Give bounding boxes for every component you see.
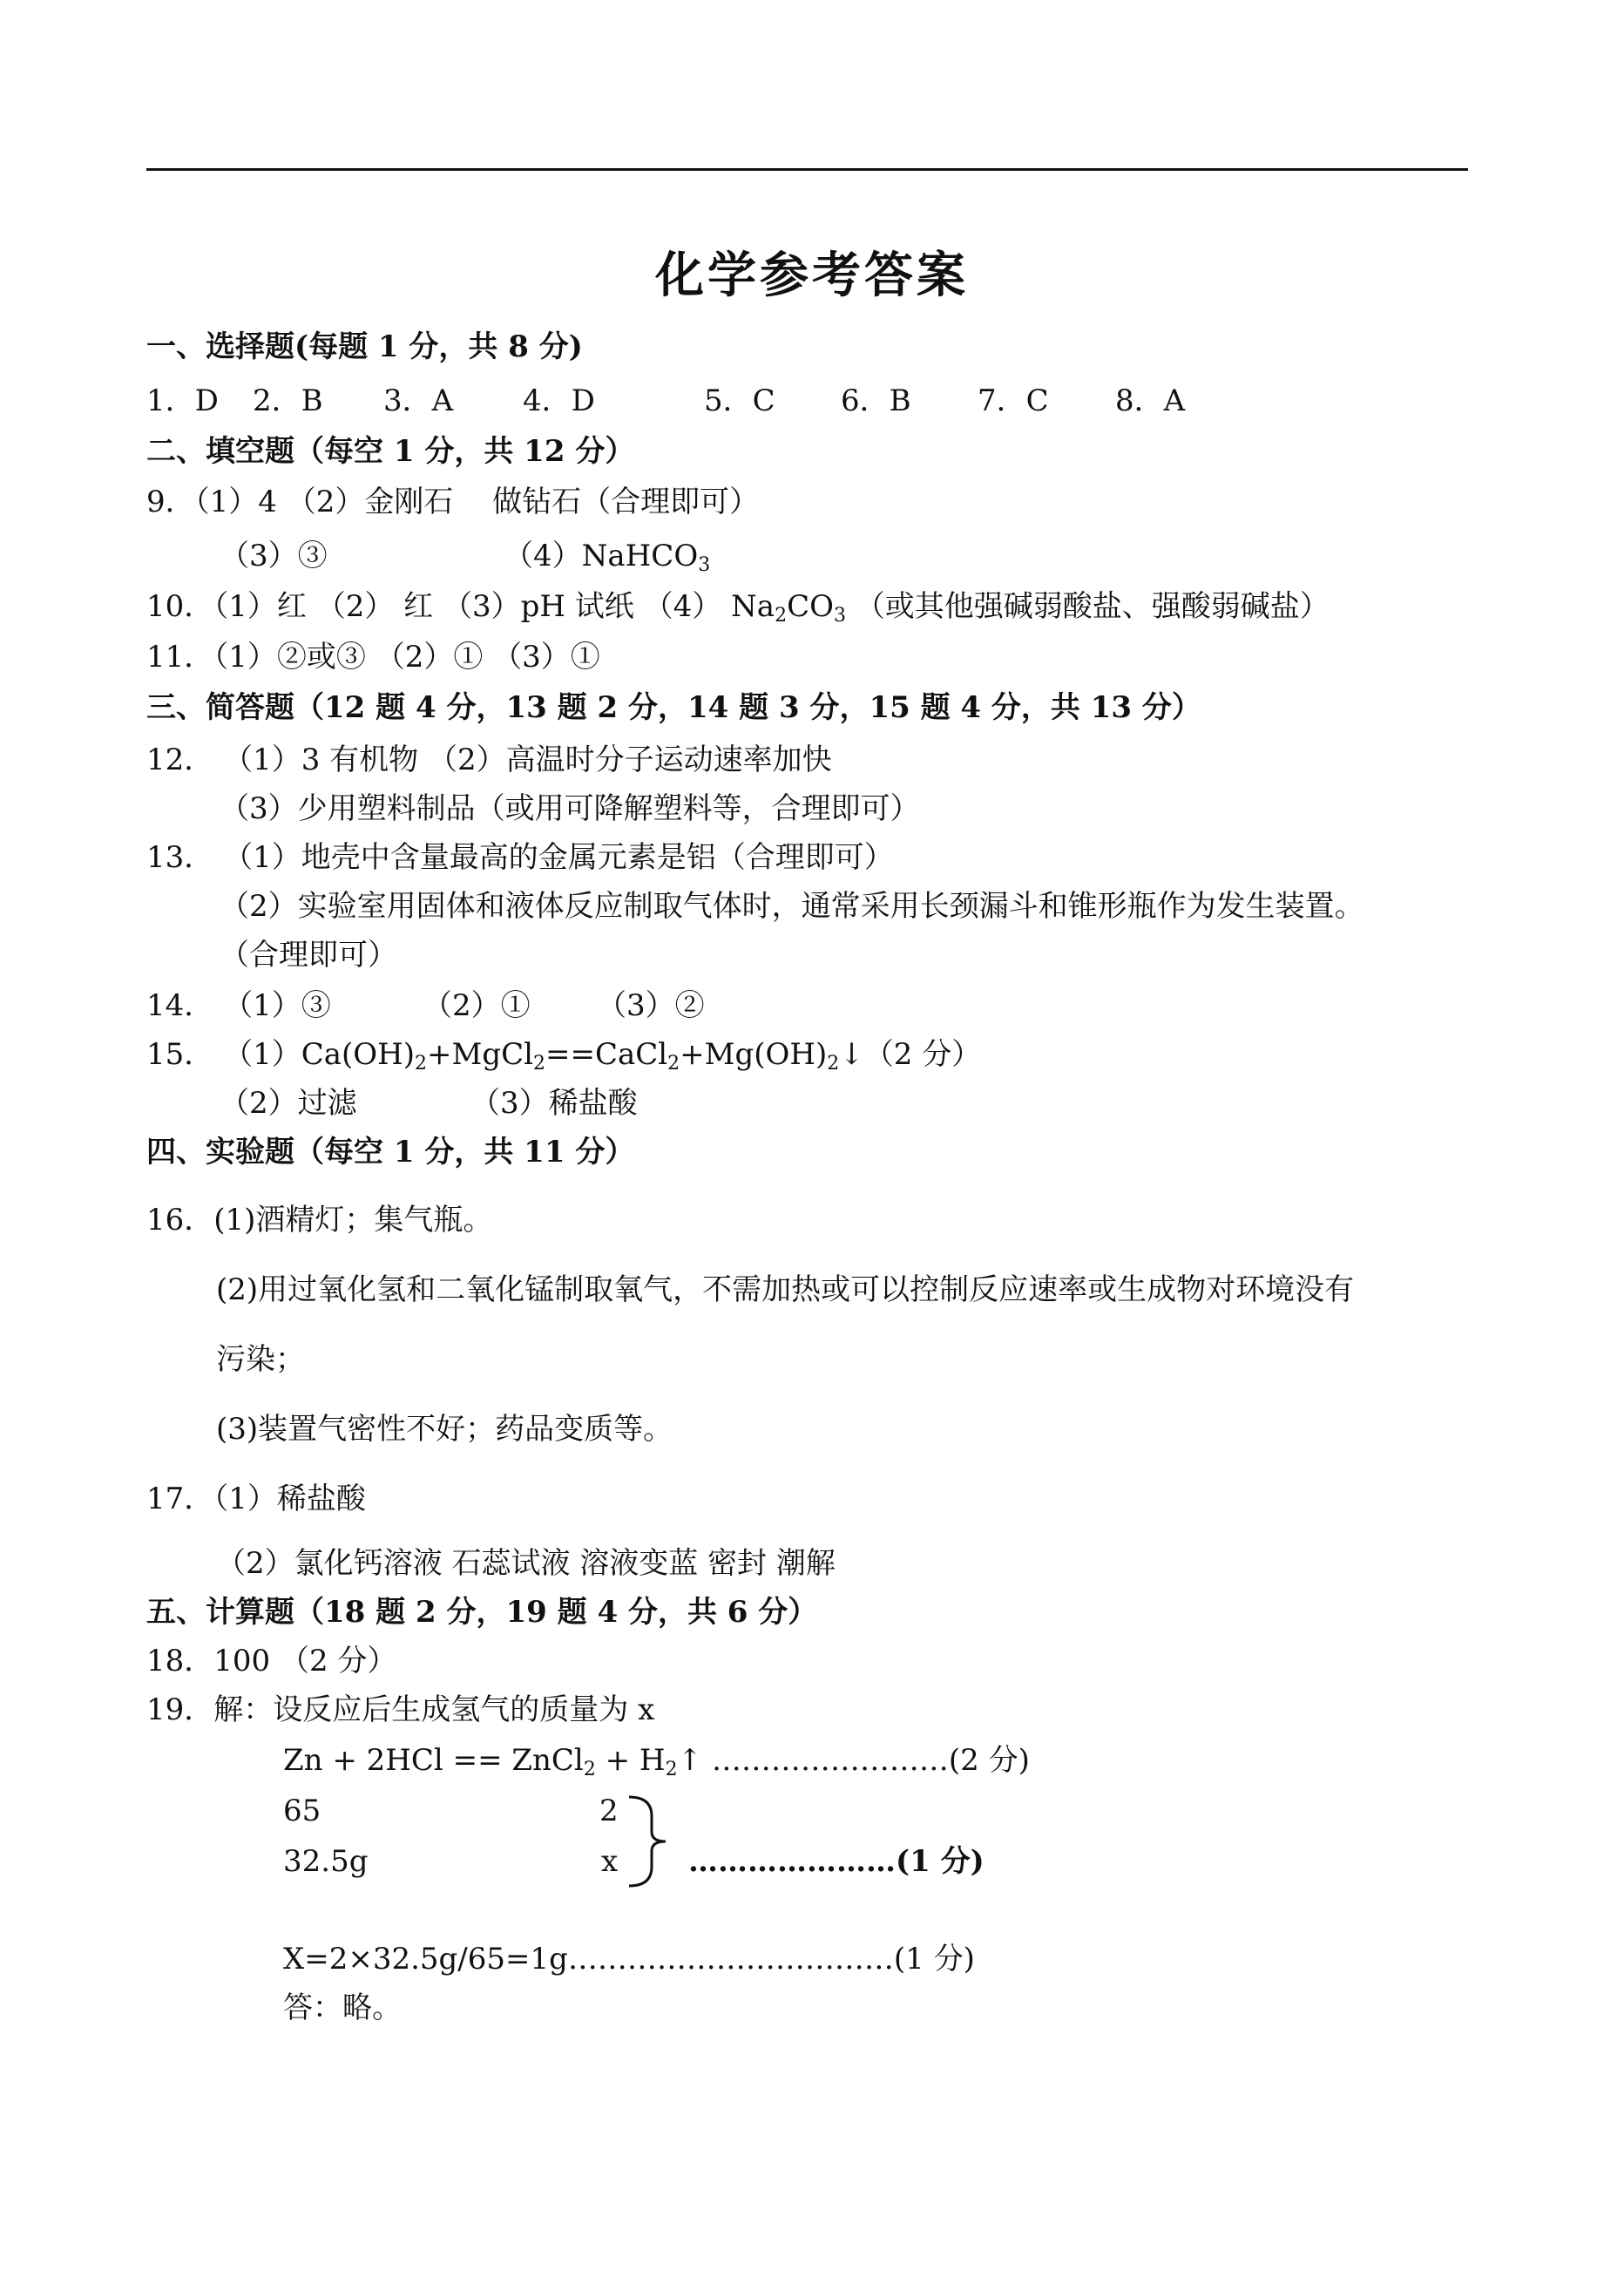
choice-answer-7: 7．C bbox=[978, 383, 1049, 418]
q12-line2: （3）少用塑料制品（或用可降解塑料等，合理即可） bbox=[220, 791, 920, 826]
q16-line1: 16．(1)酒精灯；集气瓶。 bbox=[146, 1203, 493, 1238]
choice-answer-2: 2．B bbox=[253, 383, 323, 418]
section5-heading: 五、计算题（18 题 2 分，19 题 4 分，共 6 分） bbox=[146, 1595, 818, 1630]
q15-part3: （3）稀盐酸 bbox=[470, 1086, 638, 1121]
q10-line: 10．（1）红 （2） 红 （3）pH 试纸 （4） $Na_2CO_3$ （或其他强碱弱酸盐、强酸弱碱盐） bbox=[146, 589, 1330, 627]
section3-heading: 三、简答题（12 题 4 分，13 题 2 分，14 题 3 分，15 题 4 分，共 13 分） bbox=[146, 690, 1201, 725]
section1-heading: 一、选择题(每题 1 分，共 8 分) bbox=[146, 329, 583, 364]
q16-line4: (3)装置气密性不好；药品变质等。 bbox=[216, 1412, 673, 1447]
q13-line2: （2）实验室用固体和液体反应制取气体时，通常采用长颈漏斗和锥形瓶作为发生装置。 bbox=[220, 889, 1364, 924]
q19-line1: 19．解：设反应后生成氢气的质量为 x bbox=[146, 1692, 655, 1727]
q16-line2: (2)用过氧化氢和二氧化锰制取氧气，不需加热或可以控制反应速率或生成物对环境没有 bbox=[216, 1272, 1355, 1307]
choice-answer-4: 4．D bbox=[523, 383, 595, 418]
q15-part2: （2）过滤 bbox=[220, 1086, 357, 1121]
ratio-row2-right: x bbox=[601, 1844, 619, 1879]
q16-line3: 污染； bbox=[216, 1342, 305, 1377]
q17-line2: （2）氯化钙溶液 石蕊试液 溶液变蓝 密封 潮解 bbox=[216, 1546, 836, 1581]
q14-part1: 14． （1）③ bbox=[146, 988, 331, 1023]
q17-line1: 17．（1）稀盐酸 bbox=[146, 1482, 366, 1516]
header-rule bbox=[146, 168, 1468, 171]
right-brace-icon bbox=[626, 1794, 678, 1889]
q9-line1: 9．（1）4 （2）金刚石 做钻石（合理即可） bbox=[146, 485, 760, 519]
ratio-row1-right: 2 bbox=[599, 1794, 619, 1828]
choice-answer-3: 3．A bbox=[383, 383, 454, 418]
q19-answer: 答：略。 bbox=[283, 1990, 402, 2025]
q12-line1: 12． （1）3 有机物 （2）高温时分子运动速率加快 bbox=[146, 743, 832, 777]
choice-answer-1: 1．D bbox=[146, 383, 219, 418]
choice-answer-6: 6．B bbox=[841, 383, 911, 418]
q18-line: 18．100 （2 分） bbox=[146, 1644, 397, 1678]
section4-heading: 四、实验题（每空 1 分，共 11 分） bbox=[146, 1135, 635, 1170]
choice-answer-8: 8．A bbox=[1115, 383, 1186, 418]
q9-part3: （3）③ bbox=[220, 539, 328, 573]
page-title: 化学参考答案 bbox=[655, 248, 969, 304]
q13-line3: （合理即可） bbox=[220, 938, 397, 973]
q14-part3: （3）② bbox=[597, 988, 705, 1023]
q14-part2: （2）① bbox=[423, 988, 531, 1023]
q19-equation: Zn + 2HCl == ZnCl$_2$ + $H_2↑$ ……………………(2 分) bbox=[283, 1743, 1030, 1780]
section2-heading: 二、填空题（每空 1 分，共 12 分） bbox=[146, 434, 635, 469]
ratio-score-dots: …………………(1 分) bbox=[688, 1844, 985, 1879]
choice-answer-5: 5．C bbox=[704, 383, 775, 418]
q11-line: 11．（1）②或③ （2）① （3）① bbox=[146, 640, 600, 675]
q9-part4: （4）NaHCO$_3$ bbox=[504, 539, 711, 576]
q15-line1: 15． $(1)Ca(OH)_2+MgCl_2==CaCl_2+Mg(OH)_2↓(2$ 分） bbox=[146, 1037, 982, 1075]
ratio-row1-left: 65 bbox=[283, 1794, 321, 1828]
q13-line1: 13． （1）地壳中含量最高的金属元素是铝（合理即可） bbox=[146, 840, 894, 875]
ratio-row2-left: 32.5g bbox=[283, 1844, 369, 1879]
q19-calculation: X=2×32.5g/65=1g……………………………(1 分) bbox=[283, 1942, 975, 1977]
